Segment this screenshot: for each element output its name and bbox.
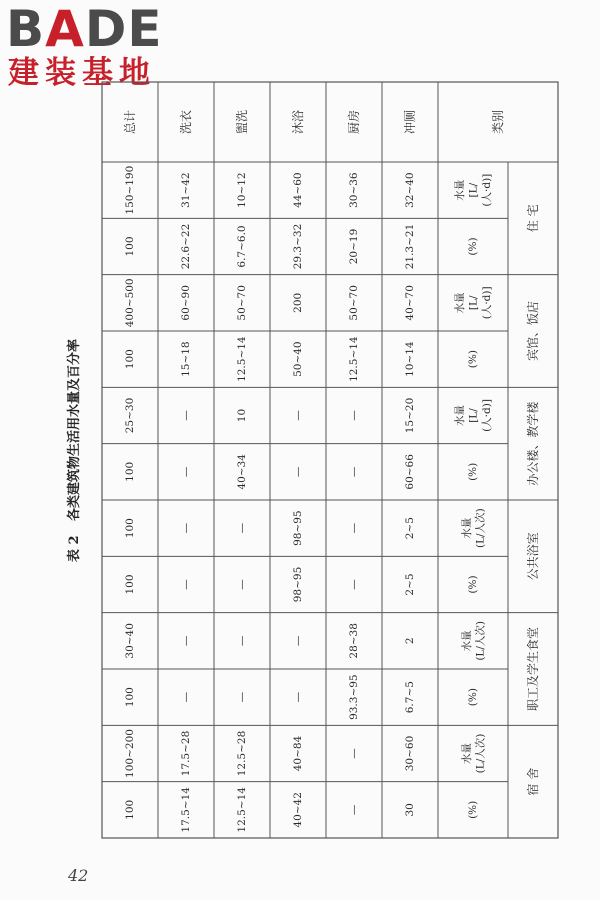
table-cell: 50~70 [236, 285, 248, 321]
table-cell: 200 [292, 292, 304, 313]
table-cell: 100 [124, 518, 136, 539]
table-cell: 10~12 [236, 172, 248, 208]
table-cell: 6.7~5 [404, 681, 416, 714]
table-cell: 98~95 [292, 566, 304, 603]
table-cell: — [180, 579, 192, 590]
group-header: 职工及学生食堂 [526, 626, 540, 712]
table-cell: 30~40 [124, 623, 136, 659]
group-header: 办公楼、教学楼 [526, 401, 540, 486]
table-cell: 12.5~14 [236, 336, 248, 382]
table-cell: 20~19 [348, 228, 360, 265]
table-cell: — [236, 522, 248, 534]
table-cell: 40~34 [236, 454, 248, 490]
column-header-percent: (%) [467, 462, 479, 481]
table-cell: — [180, 466, 192, 478]
row-category: 总计 [123, 109, 137, 135]
table-cell: — [348, 804, 360, 816]
table-caption [58, 320, 88, 580]
table-cell: — [348, 748, 360, 759]
column-header-percent: (%) [467, 800, 479, 819]
table-cell: — [236, 691, 248, 703]
table-cell: 60~90 [180, 285, 192, 321]
column-header-percent: (%) [467, 688, 479, 707]
column-header-water: 水量 [L/ (人·d)] [454, 286, 494, 320]
table-cell: 25~30 [124, 397, 136, 434]
table-cell: 400~500 [124, 278, 136, 328]
table-cell: — [348, 466, 360, 478]
table-cell: 21.3~21 [404, 223, 416, 270]
table-cell: 50~70 [348, 285, 360, 321]
table-number: 表 2 [67, 534, 83, 562]
group-header: 住 宅 [526, 204, 540, 233]
table-cell: 40~42 [292, 792, 304, 828]
table-cell: 15~18 [180, 341, 192, 377]
column-header-percent: (%) [467, 575, 479, 594]
table-cell: — [292, 635, 304, 647]
row-category: 盥洗 [235, 109, 249, 135]
logo-wordmark: BADE [6, 0, 163, 58]
table-cell: 93.3~95 [348, 674, 360, 720]
column-header-water: 水量 (L/人次) [460, 620, 487, 661]
row-category: 厨房 [347, 109, 361, 135]
column-header-water: 水量 (L/人次) [460, 508, 487, 549]
column-header-percent: (%) [467, 350, 479, 369]
row-category: 沐浴 [291, 109, 305, 135]
table-cell: 17.5~14 [180, 787, 192, 833]
table-cell: 10~14 [404, 341, 416, 377]
table-cell: — [180, 635, 192, 647]
table-cell: 2~5 [404, 517, 416, 540]
table-cell: 17.5~28 [180, 730, 192, 777]
table-cell: — [348, 579, 360, 590]
table-cell: 98~95 [292, 510, 304, 546]
table-cell: — [292, 691, 304, 703]
table-cell: 60~66 [404, 454, 416, 490]
table-cell: 44~60 [292, 172, 304, 208]
table-cell: — [292, 410, 304, 421]
category-header: 类别 [491, 109, 505, 135]
group-header: 公共浴室 [526, 532, 540, 581]
column-header-percent: (%) [467, 237, 479, 256]
table-cell: 6.7~6.0 [236, 225, 248, 268]
table-cell: 100 [124, 461, 136, 482]
table-cell: — [180, 410, 192, 421]
table-cell: 100~200 [124, 729, 136, 778]
table-cell: 30 [404, 803, 416, 817]
table-cell: — [348, 410, 360, 421]
page-number: 42 [68, 866, 89, 885]
table-cell: 100 [124, 687, 136, 708]
brand-logo [6, 0, 178, 91]
table-cell: 150~190 [124, 165, 136, 215]
table-cell: — [292, 466, 304, 478]
table-cell: 22.6~22 [180, 223, 192, 270]
row-category: 冲厕 [403, 109, 417, 135]
table-cell: 30~60 [404, 735, 416, 772]
table-cell: 12.5~14 [236, 787, 248, 833]
group-header: 宿 舍 [526, 767, 540, 796]
table-cell: 100 [124, 799, 136, 820]
table-cell: 32~40 [404, 172, 416, 208]
table-cell: 12.5~14 [348, 336, 360, 382]
table-cell: 100 [124, 236, 136, 257]
table-cell: 40~70 [404, 285, 416, 321]
water-usage-table [100, 80, 560, 840]
column-header-water: 水量 (L/人次) [460, 733, 487, 774]
table-cell: 30~36 [348, 172, 360, 208]
table-cell: — [180, 522, 192, 534]
table-cell: — [236, 635, 248, 647]
table-cell: 100 [124, 349, 136, 370]
column-header-water: 水量 [L/ (人·d)] [454, 399, 494, 432]
column-header-water: 水量 [L/ (人·d)] [454, 173, 494, 207]
table-cell: 50~40 [292, 341, 304, 377]
table-cell: 29.3~32 [292, 223, 304, 270]
table-cell: 2~5 [404, 573, 416, 596]
group-header: 宾馆、饭店 [526, 300, 540, 362]
table-cell: 28~38 [348, 623, 360, 659]
table-cell: 10 [236, 408, 248, 423]
table-cell: 31~42 [180, 172, 192, 208]
logo-chinese-text: 建装基地 [8, 55, 156, 91]
table-title: 各类建筑物生活用水量及百分率 [67, 338, 83, 521]
table-cell: — [236, 579, 248, 590]
table-cell: 40~84 [292, 735, 304, 772]
table-cell: — [348, 522, 360, 534]
table-cell: 15~20 [404, 397, 416, 434]
table-cell: 100 [124, 574, 136, 595]
table-cell: 2 [404, 637, 416, 645]
table-cell: — [180, 691, 192, 703]
row-category: 洗衣 [179, 109, 193, 135]
table-cell: 12.5~28 [236, 730, 248, 777]
